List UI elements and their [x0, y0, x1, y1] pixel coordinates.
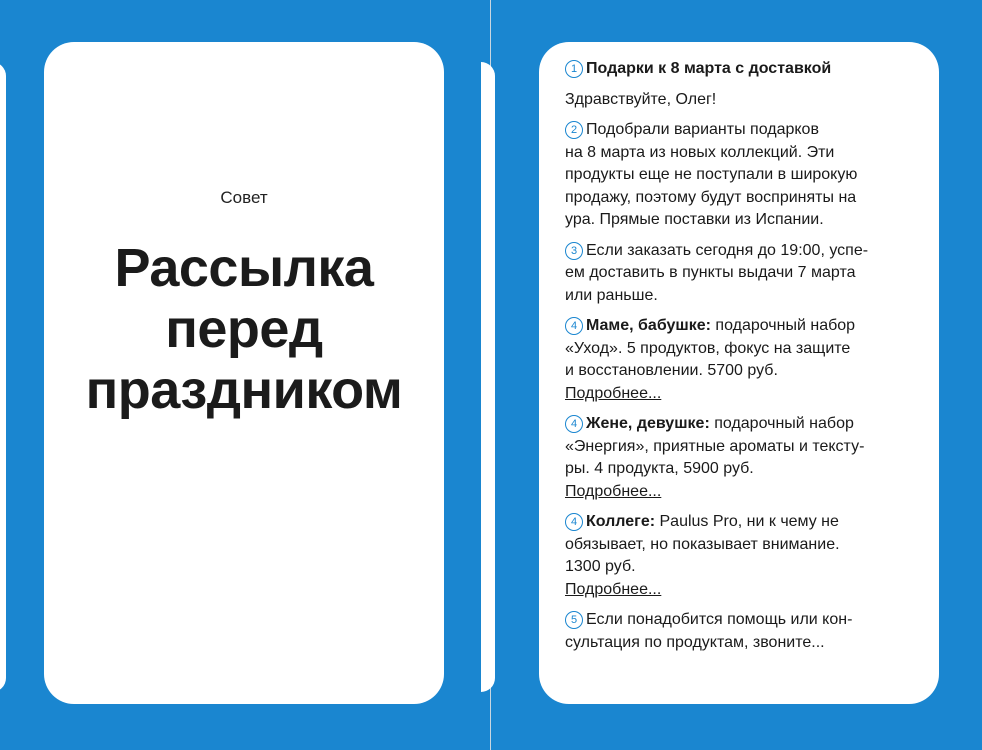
kicker-label: Совет [220, 188, 268, 207]
offer-title: Коллеге: [586, 513, 656, 530]
intro-line: на 8 марта из новых коллекций. Эти [565, 143, 835, 161]
intro-line: продукты еще не поступали в широкую [565, 166, 858, 183]
intro-paragraph [565, 119, 905, 232]
headline-line-1: Рассылка [114, 238, 374, 298]
marker-1: 1 [565, 60, 583, 78]
intro-line: ура. Прямые поставки из Испании. [565, 211, 824, 228]
offer-line: обязывает, но показывает внимание. [565, 535, 840, 553]
offer-title: Маме, бабушке: [586, 317, 711, 334]
offer-line: 4 Маме, бабушке: подарочный набор [565, 315, 905, 338]
offer-line: и восстановлении. 5700 руб. [565, 362, 778, 379]
email-example-card [539, 42, 939, 704]
intro-line: продажу, поэтому будут восприняты на [565, 188, 857, 206]
more-link[interactable]: Подробнее... [565, 482, 662, 500]
delivery-line: или раньше. [565, 286, 658, 304]
delivery-line: ем доставить в пункты выдачи 7 марта [565, 264, 856, 281]
offer-mother [565, 315, 905, 405]
marker-5: 5 [565, 611, 583, 629]
marker-4: 4 [565, 415, 583, 433]
marker-3: 3 [565, 242, 583, 260]
more-link[interactable]: Подробнее... [565, 384, 662, 402]
closing-paragraph [565, 609, 905, 654]
greeting: Здравствуйте, Олег! [565, 90, 717, 108]
headline-line-3: праздником [85, 360, 403, 420]
marker-2: 2 [565, 121, 583, 139]
email-subject [565, 58, 905, 81]
headline-line-2: перед [165, 299, 323, 359]
previous-page-edge [0, 62, 6, 692]
page-card-edge [481, 62, 495, 692]
marker-4: 4 [565, 513, 583, 531]
offer-line: 1300 руб. [565, 558, 636, 575]
offer-title: Жене, девушке: [586, 415, 710, 432]
page-headline [44, 238, 444, 421]
closing-line: 5 Если понадобится помощь или кон- [565, 609, 905, 632]
offer-line: «Уход». 5 продуктов, фокус на защите [565, 339, 851, 357]
offer-line: 4 Коллеге: Paulus Pro, ни к чему не [565, 511, 905, 534]
offer-wife [565, 413, 905, 503]
delivery-line: 3 Если заказать сегодня до 19:00, успе- [565, 240, 905, 263]
offer-line: «Энергия», приятные ароматы и тексту- [565, 437, 865, 455]
more-link[interactable]: Подробнее... [565, 580, 662, 598]
subject-text: Подарки к 8 марта с доставкой [586, 60, 832, 77]
marker-4: 4 [565, 317, 583, 335]
email-content [565, 58, 905, 662]
offer-colleague [565, 511, 905, 601]
title-card [44, 42, 444, 704]
offer-line: 4 Жене, девушке: подарочный набор [565, 413, 905, 436]
offer-line: ры. 4 продукта, 5900 руб. [565, 460, 754, 477]
intro-line: 2 Подобрали варианты подарков [565, 119, 905, 142]
delivery-paragraph [565, 240, 905, 308]
closing-line: сультация по продуктам, звоните... [565, 633, 825, 651]
